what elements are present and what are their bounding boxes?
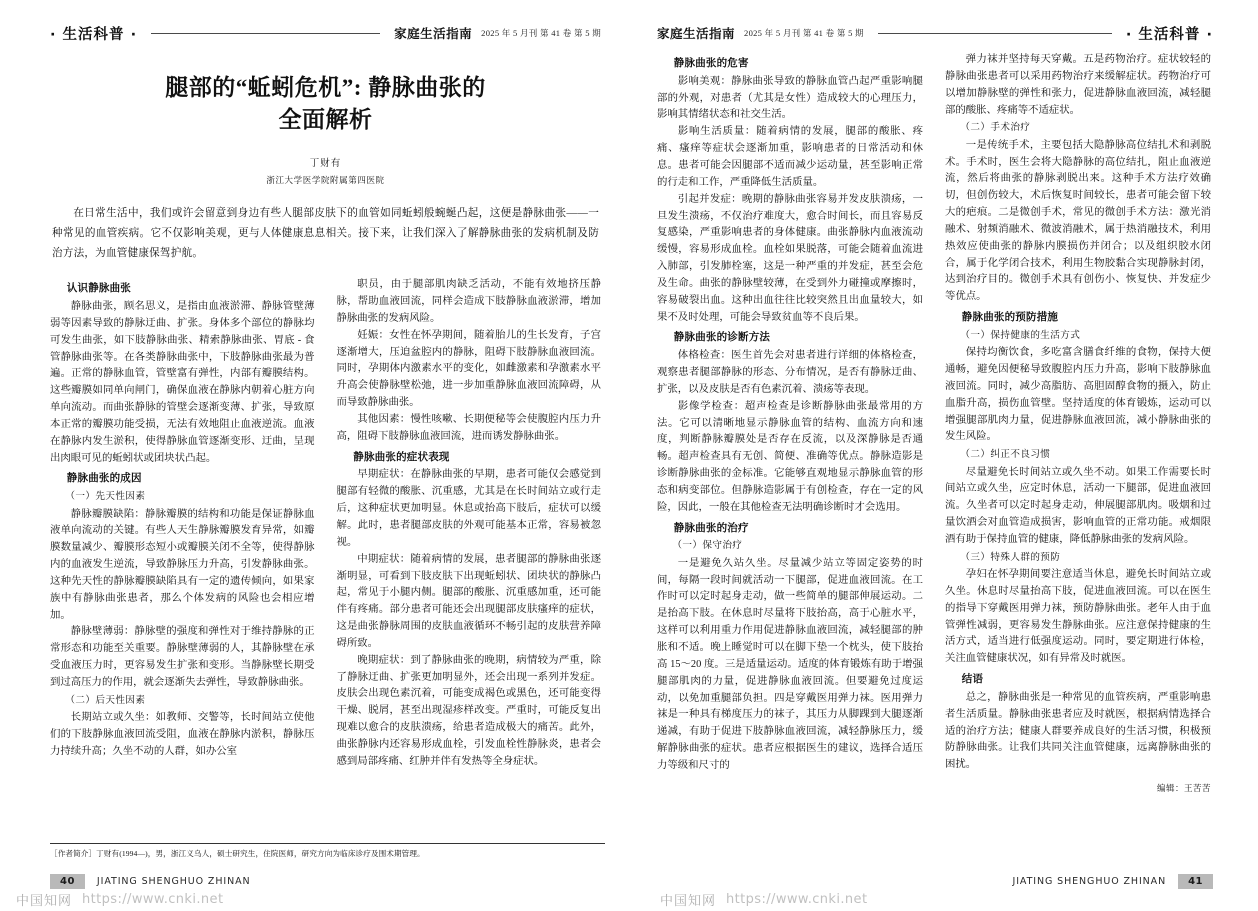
paragraph-early-symptoms: 早期症状：在静脉曲张的早期，患者可能仅会感觉到腿部有轻微的酸胀、沉重感，尤其是在长时间站立或行走后，这种症状更加明显。休息或抬高下肢后，症状可以缓解。此时，患者腿部皮肤的外观可能基本正常，容易被忽视。 (336, 469, 601, 548)
page-number-left: 40 (50, 874, 85, 889)
paragraph-other-factors: 其他因素：慢性咳嗽、长期便秘等会使腹腔内压力升高，阻碍下肢静脉血液回流，进而诱发静脉曲张。 (336, 414, 601, 442)
heading-prevention: 静脉曲张的预防措施 (961, 311, 1059, 324)
column-2 (337, 277, 602, 770)
column-4 (945, 52, 1211, 794)
issue-info: 2025 年 5 月刊 第 41 卷 第 5 期 (481, 28, 601, 38)
heading-conclusion: 结语 (961, 673, 984, 686)
paragraph-stocking-cont: 弹力袜并坚持每天穿戴。五是药物治疗。症状较轻的静脉曲张患者可以采用药物治疗来缓解症状。药物治疗可以增加静脉壁的弹性和张力，促进静脉血液回流，减轻腿部的酸胀、疼痛等不适症状。 (945, 54, 1211, 116)
cnki-url-left: https://www.cnki.net (82, 892, 224, 907)
author-affiliation: 浙江大学医学院附属第四医院 (266, 175, 385, 186)
page-number-right: 41 (1178, 874, 1213, 889)
issue-info-right: 2025 年 5 月刊 第 41 卷 第 5 期 (744, 28, 864, 38)
paragraph-recognize: 静脉曲张，顾名思义，是指由血液淤滞、静脉管壁薄弱等因素导致的静脉迂曲、扩张。身体多个部位的静脉均可发生曲张，如下肢静脉曲张、精索静脉曲张、胃底 - 食管静脉曲张等。在各类静脉曲张中，下肢静脉曲张最为普遍。正常的静脉血管，管壁富有弹性，内部有瓣膜结构。这些瓣膜如同单向闸门，确保血液在静脉内朝着心脏方向单向流动。而曲张静脉的管壁会逐渐变薄、扩张，导致原本正常的瓣膜功能受损，无法有效地阻止血液逆流。血液在静脉内发生淤积，使得静脉血管逐渐变形、迂曲，呈现出肉眼可见的蚯蚓状或团块状凸起。 (50, 301, 315, 464)
header-rule (151, 33, 380, 34)
paragraph-office-cont: 职员，由于腿部肌肉缺乏活动，不能有效地挤压静脉，帮助血液回流，同样会造成下肢静脉血液淤滞，增加静脉曲张的发病风险。 (336, 279, 601, 324)
paragraph-valve-defect: 静脉瓣膜缺陷：静脉瓣膜的结构和功能是保证静脉血液单向流动的关键。有些人天生静脉瓣膜发育异常，如瓣膜数量减少、瓣膜形态短小或瓣膜关闭不全等，使得静脉内的血液发生逆流，导致静脉压力升高，引发静脉曲张。这种先天性的静脉瓣膜缺陷具有一定的遗传倾向，如果家族中有静脉曲张患者，那么个体发病的风险也会相应增加。 (50, 508, 315, 621)
heading-diagnosis: 静脉曲张的诊断方法 (673, 331, 771, 344)
folio-right (1013, 874, 1213, 889)
column-1 (50, 277, 315, 770)
footnote-text: ［作者简介］丁财有(1994—)，男，浙江义乌人，硕士研究生，住院医师，研究方向为临床诊疗及围术期管理。 (50, 848, 425, 858)
paragraph-appearance: 影响美观：静脉曲张导致的静脉血管凸起严重影响腿部的外观，对患者（尤其是女性）造成较大的心理压力，影响其情绪状态和社交生活。 (657, 75, 923, 121)
cnki-url-right: https://www.cnki.net (726, 892, 868, 907)
subheading-habits: （二）纠正不良习惯 (960, 449, 1051, 461)
journal-name-right: 家庭生活指南 (657, 27, 736, 41)
paragraph-complications: 引起并发症：晚期的静脉曲张容易并发皮肤溃疡，一旦发生溃疡，不仅治疗难度大，愈合时间长，而且容易反复感染，严重影响患者的身体健康。曲张静脉内血液流动缓慢，容易形成血栓。血栓如果脱落，可能会随着血流进入肺部，引发肺栓塞，这是一种严重的并发症，甚至会危及生命。曲张的静脉壁较薄，在受到外力碰撞或摩擦时，容易破裂出血。这种出血往往比较突然且出血量较大，如果不及时处理，可能会导致贫血等不良后果。 (657, 193, 923, 323)
heading-recognize: 认识静脉曲张 (66, 282, 131, 295)
page-gutter (629, 0, 630, 911)
paragraph-surgery: 一是传统手术，主要包括大隐静脉高位结扎术和剥脱术。手术时，医生会将大隐静脉的高位结扎，阻止血液逆流，然后将曲张的静脉剥脱出来。这种手术方法疗效确切，但创伤较大，术后恢复时间较长，患者可能会留下较大的疤痕。二是微创手术，常见的微创手术方法：激光消融术、射频消融术、微波消融术，属于热消融技术，利用热效应使曲张的静脉内膜损伤并闭合；以及组织胶水闭合，属于化学闭合技术，利用生物胶黏合实现静脉封闭，达到治疗目的。微创手术具有创伤小、恢复快、并发症少等优点。 (945, 139, 1211, 303)
subheading-lifestyle: （一）保持健康的生活方式 (960, 329, 1081, 341)
subheading-conservative: （一）保守治疗 (672, 540, 743, 552)
header-rule-right (878, 33, 1112, 34)
subheading-acquired: （二）后天性因素 (65, 694, 146, 706)
cnki-logo-right: 中国知网 (660, 894, 717, 909)
lede-paragraph: 在日常生活中，我们或许会留意到身边有些人腿部皮肤下的血管如同蚯蚓般蜿蜒凸起，这便是静脉曲张——一种常见的血管疾病。它不仅影响美观，更与人体健康息息相关。接下来，让我们深入了解静脉曲张的发病机制及防治方法，为血管健康保驾护航。 (52, 208, 599, 259)
journal-name: 家庭生活指南 (394, 27, 473, 41)
author-name: 丁财有 (309, 159, 342, 170)
folio-left (50, 874, 250, 889)
heading-symptoms: 静脉曲张的症状表现 (353, 450, 450, 463)
cnki-logo-left: 中国知网 (16, 894, 73, 909)
running-head-left (50, 20, 601, 46)
paragraph-imaging: 影像学检查：超声检查是诊断静脉曲张最常用的方法。它可以清晰地显示静脉血管的结构、血流方向和速度，判断静脉瓣膜处是否存在反流，以及深静脉是否通畅。超声检查具有无创、简便、准确等优点。静脉造影是诊断静脉曲张的金标准。它能够直观地显示静脉血管的形态和病变部位。但静脉造影属于有创检查，存在一定的风险，因此，一般在其他检查无法明确诊断时才会选用。 (657, 400, 923, 513)
editor-credit: 编辑：王苦苦 (1156, 783, 1211, 794)
subheading-surgery: （二）手术治疗 (960, 122, 1031, 134)
heading-treatment: 静脉曲张的治疗 (673, 521, 749, 534)
title-line-2: 全面解析 (278, 106, 373, 132)
column-3 (657, 52, 923, 794)
section-kicker: · 生活科普 · (50, 26, 138, 43)
subheading-congenital: （一）先天性因素 (65, 491, 146, 503)
page-right (629, 0, 1258, 911)
right-page-columns (657, 52, 1213, 794)
subheading-special-groups: （三）特殊人群的预防 (960, 551, 1061, 563)
paragraph-conservative: 一是避免久站久坐。尽量减少站立等固定姿势的时间，每隔一段时间就活动一下腿部，促进血液回流。在工作时可以定时起身走动，做一些简单的腿部伸展运动。二是抬高下肢。在休息时尽量将下肢抬高，高于心脏水平，这样可以利用重力作用促进静脉血液回流，减轻腿部的肿胀和不适。晚上睡觉时可以在脚下垫一个枕头，使下肢抬高 15～20 度。三是适量运动。适度的体育锻炼有助于增强腿部肌肉的力量，促进静脉血液回流。但要避免过度运动，以免加重腿部负担。四是穿戴医用弹力袜。医用弹力袜是一种具有梯度压力的袜子，其压力从脚踝到大腿逐渐递减，有助于促进下肢静脉血液回流，减轻静脉压力，缓解静脉曲张的症状。患者应根据医生的建议，选择合适压力等级和尺寸的 (657, 557, 923, 771)
paragraph-pregnancy: 妊娠：女性在怀孕期间，随着胎儿的生长发育，子宫逐渐增大，压迫盆腔内的静脉，阻碍下肢静脉血液回流。同时，孕期体内激素水平的变化，如雌激素和孕激素水平升高会使静脉壁松弛，进一步加重静脉血液回流障碍，从而导致静脉曲张。 (336, 329, 601, 409)
section-kicker-right: · 生活科普 · (1125, 26, 1213, 43)
paragraph-late-symptoms: 晚期症状：到了静脉曲张的晚期，病情较为严重，除了静脉迂曲、扩张更加明显外，还会出现一系列并发症。皮肤会出现色素沉着，可能变成褐色或黑色，还可能变得干燥、脱屑，甚至出现湿疹样改变。严重时，可能反复出现难以愈合的皮肤溃疡，给患者造成极大的痛苦。此外，曲张静脉内还容易形成血栓，引发血栓性静脉炎，患者会感到局部疼痛、红肿并伴有发热等全身症状。 (336, 654, 601, 767)
paragraph-special-groups: 孕妇在怀孕期间要注意适当休息，避免长时间站立或久坐。休息时尽量抬高下肢，促进血液回流。可以在医生的指导下穿戴医用弹力袜，预防静脉曲张。老年人由于血管弹性减弱，更容易发生静脉曲张。应注意保持健康的生活方式，适当进行低强度运动。同时，要定期进行体检，关注血管健康状况，如有异常及时就医。 (945, 569, 1211, 665)
paragraph-standing: 长期站立或久坐：如教师、交警等，长时间站立使他们的下肢静脉血液回流受阻，血液在静脉内淤积，静脉压力持续升高；久坐不动的人群，如办公室 (50, 712, 315, 757)
paragraph-physical-exam: 体格检查：医生首先会对患者进行详细的体格检查，观察患者腿部静脉的形态、分布情况，是否有静脉迂曲、扩张，以及皮肤是否有色素沉着、溃疡等表现。 (657, 350, 923, 395)
title-line-1: 腿部的“蚯蚓危机”: 静脉曲张的 (165, 75, 486, 100)
paragraph-weak-wall: 静脉壁薄弱：静脉壁的强度和弹性对于维持静脉的正常形态和功能至关重要。静脉壁薄弱的人，其静脉壁在承受血液压力时，更容易发生扩张和变形。当静脉壁长期受到过高压力的作用，就会逐渐失去弹性，导致静脉曲张。 (50, 626, 315, 689)
running-head-right (657, 20, 1213, 46)
left-page-columns (50, 277, 601, 770)
paragraph-habits: 尽量避免长时间站立或久坐不动。如果工作需要长时间站立或久坐，应定时休息，活动一下腿部，促进血液回流。久坐者可以定时起身走动，伸展腿部肌肉。吸烟和过量饮酒会对血管造成损害，影响血管的正常功能。戒烟限酒有助于保持血管的健康，降低静脉曲张的发病风险。 (945, 466, 1211, 545)
heading-causes: 静脉曲张的成因 (66, 472, 142, 485)
paragraph-quality-of-life: 影响生活质量：随着病情的发展，腿部的酸胀、疼痛、瘙痒等症状会逐渐加重，影响患者的日常活动和休息。患者可能会因腿部不适而减少运动量，甚至影响正常的行走和工作，严重降低生活质量。 (657, 126, 923, 188)
page-title (68, 72, 583, 135)
paragraph-middle-symptoms: 中期症状：随着病情的发展，患者腿部的静脉曲张逐渐明显，可看到下肢皮肤下出现蚯蚓状、团块状的静脉凸起，常见于小腿内侧。腿部的酸胀、沉重感加重，还可能伴有疼痛。部分患者可能还会出现腿部皮肤瘙痒的症状，这是曲张静脉周围的皮肤血液循环不畅引起的皮肤营养障碍所致。 (336, 553, 601, 649)
paragraph-lifestyle: 保持均衡饮食，多吃富含膳食纤维的食物，保持大便通畅，避免因便秘导致腹腔内压力升高，影响下肢静脉血液回流。同时，减少高脂肪、高胆固醇食物的摄入，防止血脂升高，损伤血管壁。坚持适度的体育锻炼，运动可以增强腿部肌肉力量，促进静脉血液回流，减小静脉曲张的发生风险。 (945, 347, 1211, 443)
heading-harm: 静脉曲张的危害 (673, 57, 749, 69)
paragraph-conclusion: 总之，静脉曲张是一种常见的血管疾病，严重影响患者生活质量。静脉曲张患者应及时就医，根据病情选择合适的治疗方法；健康人群要养成良好的生活习惯，积极预防静脉曲张。让我们共同关注血管健康，远离静脉曲张的困扰。 (945, 691, 1211, 771)
author-footnote (50, 843, 605, 859)
folio-journal-pinyin-left: JIATING SHENGHUO ZHINAN (96, 876, 251, 887)
folio-journal-pinyin-right: JIATING SHENGHUO ZHINAN (1012, 876, 1167, 887)
